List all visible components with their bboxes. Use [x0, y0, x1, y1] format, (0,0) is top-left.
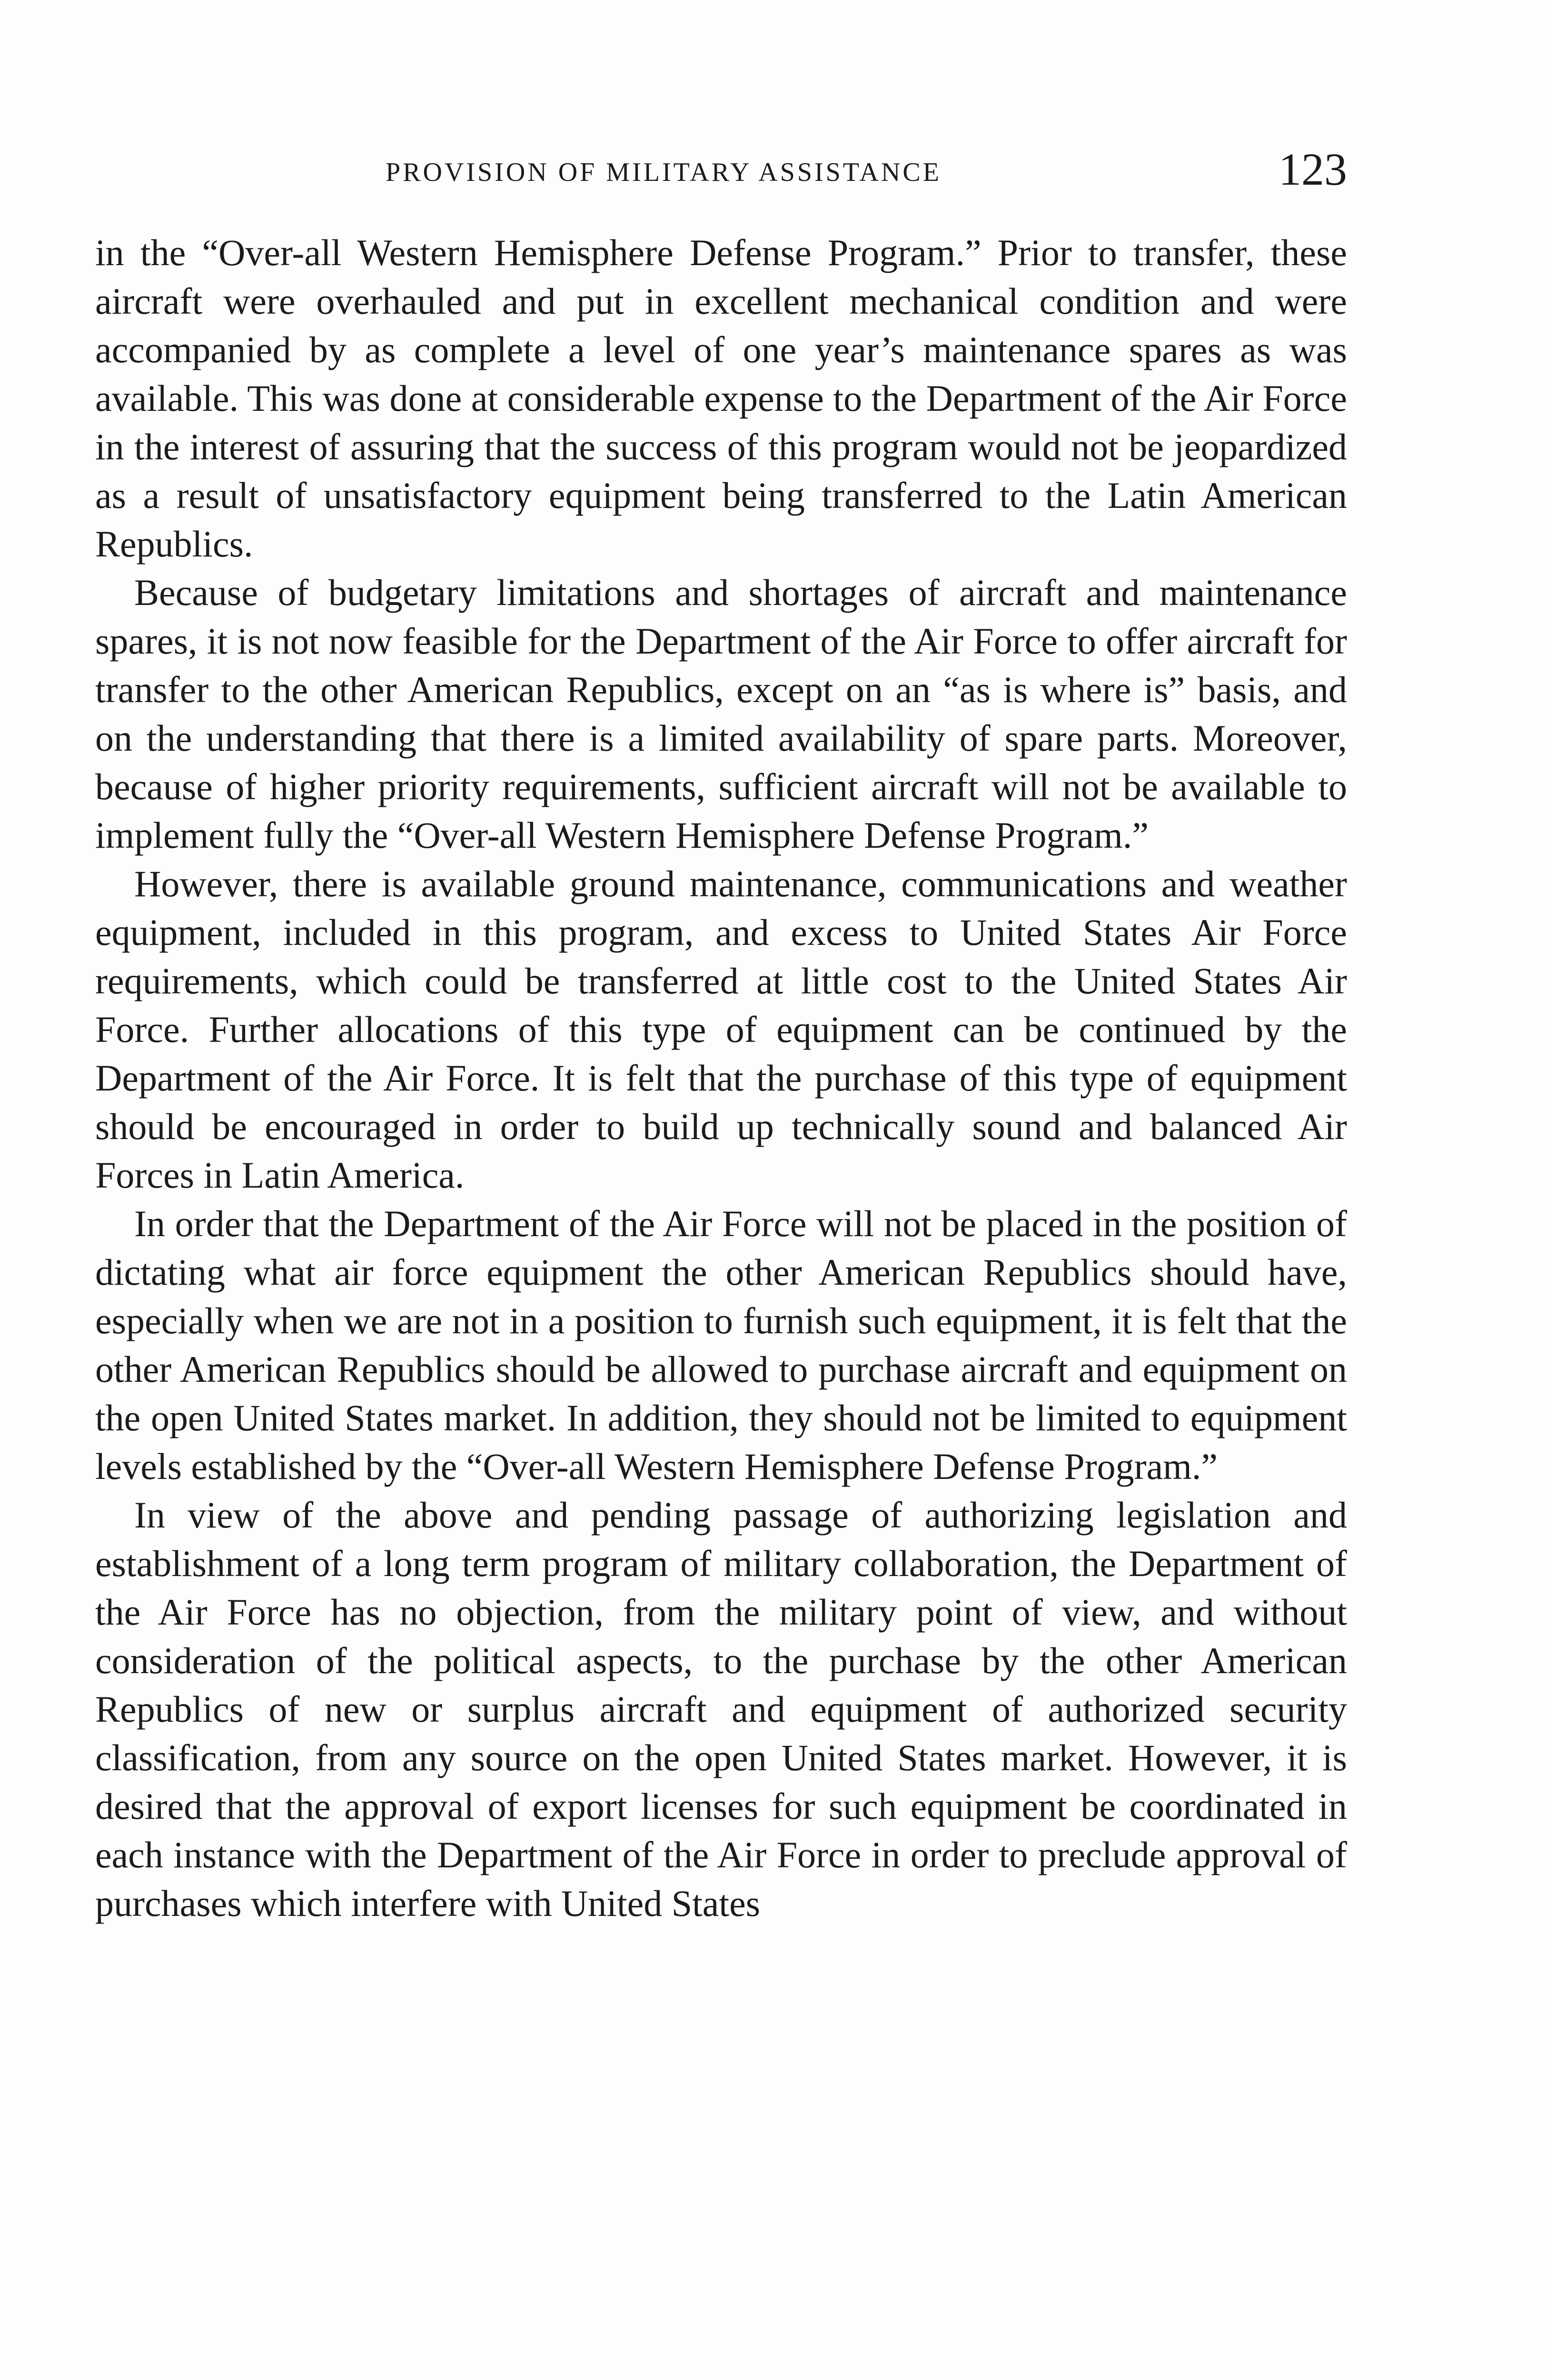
running-title: PROVISION OF MILITARY ASSISTANCE	[386, 158, 941, 187]
running-head	[100, 143, 1347, 200]
paragraph-ground-equipment: However, there is available ground maintenance, communications and weather equipment, included in this program, and excess to United States Air Force requirements, which could be transferred at little cost to the United States Air Force. Further allocations of this type of equipment can be continued by the Department of the Air Force. It is felt that the purchase of this type of equipment should be encouraged in order to build up technically sound and balanced Air Forces in Latin America.	[95, 863, 1347, 1196]
page-number: 123	[1278, 144, 1347, 195]
body-text	[95, 228, 1347, 1928]
paragraph-budgetary-limitations: Because of budgetary limitations and shortages of aircraft and maintenance spares, it is not now feasible for the Department of the Air Force to offer aircraft for transfer to the other American Republics, except on an “as is where is” basis, and on the understanding that there is a limited availability of spare parts. Moreover, because of higher priority requirements, sufficient aircraft will not be available to implement fully the “Over-all Western Hemisphere Defense Program.”	[95, 572, 1347, 856]
paragraph-open-market-purchase: In order that the Department of the Air Force will not be placed in the position of dictating what air force equipment the other American Republics should have, especially when we are not in a position to furnish such equipment, it is felt that the other American Republics should be allowed to purchase aircraft and equipment on the open United States market. In addition, they should not be limited to equipment levels established by the “Over-all Western Hemisphere Defense Program.”	[95, 1203, 1347, 1487]
paragraph-continued: in the “Over-all Western Hemisphere Defense Program.” Prior to transfer, these aircraft were overhauled and put in excellent mechanical condition and were accompanied by as complete a level of one year’s maintenance spares as was available. This was done at considerable expense to the Department of the Air Force in the interest of assuring that the success of this program would not be jeopardized as a result of unsatisfactory equipment being transferred to the Latin American Republics.	[95, 232, 1347, 565]
paragraph-conclusion: In view of the above and pending passage of authorizing legislation and establishment of a long term program of military collaboration, the Department of the Air Force has no objection, from the military point of view, and without consideration of the political aspects, to the purchase by the other American Republics of new or surplus aircraft and equipment of authorized security classification, from any source on the open United States market. However, it is desired that the approval of export licenses for such equipment be coordinated in each instance with the Department of the Air Force in order to preclude approval of purchases which interfere with United States	[95, 1494, 1347, 1924]
